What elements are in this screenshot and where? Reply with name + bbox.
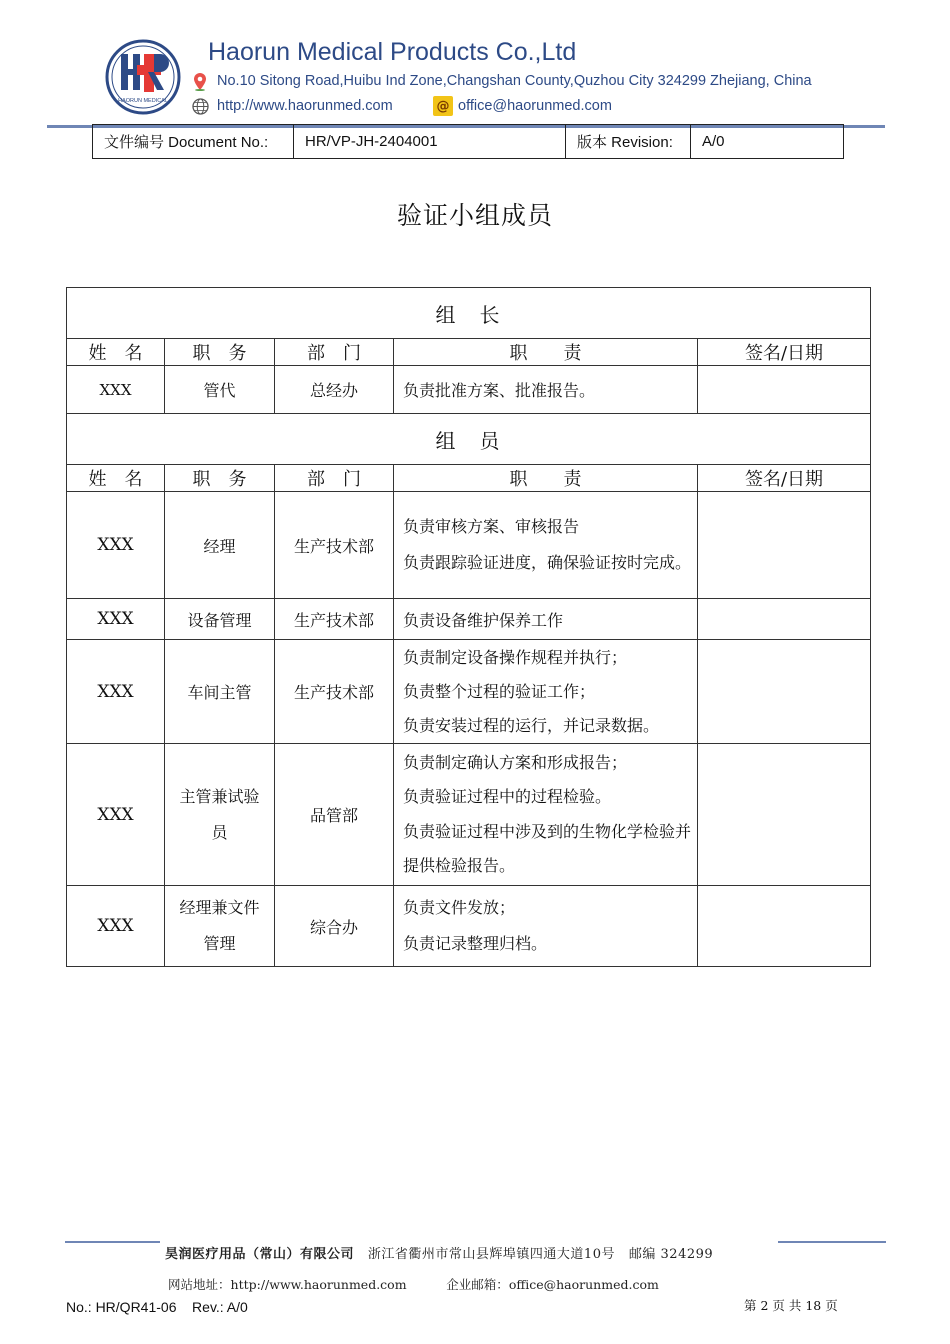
company-address: No.10 Sitong Road,Huibu Ind Zone,Changshan County,Quzhou City 324299 Zhejiang, China [217,73,812,89]
cell-department: 品管部 [275,744,394,886]
footer-form-rev: Rev.: A/0 [192,1299,248,1315]
cell-name: XXX [67,886,165,967]
duty-line: 负责整个过程的验证工作； [403,681,596,701]
doc-no-value: HR/VP-JH-2404001 [294,125,566,159]
cell-duties [394,886,698,967]
duty-line: 负责文件发放； [403,898,516,917]
page-number: 第 2 页 共 18 页 [744,1298,838,1313]
email-at-icon [433,96,453,116]
svg-text:@: @ [436,99,450,114]
page-title: 验证小组成员 [396,201,553,230]
cell-department: 生产技术部 [275,640,394,744]
cell-position: 管代 [165,366,275,414]
cell-position: 经理 [165,492,275,599]
footer-contact-line [168,1275,659,1293]
duty-line: 负责审核方案、审核报告 [403,517,580,536]
footer-company-line [165,1243,713,1262]
header-department: 部 门 [275,339,394,366]
header-name: 姓 名 [67,465,165,492]
table-row [67,744,871,886]
logo-text: HAORUN MEDICAL [118,98,168,104]
cell-duties [394,744,698,886]
cell-duties: 负责批准方案、批准报告。 [394,366,698,414]
cell-name: XXX [67,492,165,599]
table-row [67,599,871,640]
header-name: 姓 名 [67,339,165,366]
globe-icon [192,98,209,115]
cell-name: XXX [67,640,165,744]
cell-position: 经理兼文件管理 [165,886,275,967]
header-signature: 签名/日期 [698,465,871,492]
table-row [67,366,871,414]
header-duties: 职 责 [394,339,698,366]
leader-section-header: 组 长 [67,288,871,339]
cell-signature [698,599,871,640]
cell-department: 生产技术部 [275,492,394,599]
table-header-row [67,339,871,366]
footer-divider-left [65,1241,160,1243]
cell-duties: 负责设备维护保养工作 [394,599,698,640]
cell-signature [698,492,871,599]
footer-website[interactable]: http://www.haorunmed.com [230,1277,407,1292]
footer-postcode-label: 邮编 [628,1247,656,1262]
footer-form-no: No.: HR/QR41-06 [66,1299,177,1315]
cell-position: 车间主管 [165,640,275,744]
footer-email-label: 企业邮箱： [446,1277,509,1292]
cell-position: 主管兼试验员 [165,744,275,886]
duty-line: 负责跟踪验证进度，确保验证按时完成。 [403,553,692,572]
footer-postcode: 324299 [660,1247,714,1262]
footer-company-cn: 昊润医疗用品（常山）有限公司 [165,1247,355,1262]
header-signature: 签名/日期 [698,339,871,366]
cell-signature [698,744,871,886]
validation-team-table [66,287,871,967]
duty-line: 负责安装过程的运行，并记录数据。 [403,715,660,735]
company-website[interactable]: http://www.haorunmed.com [217,98,393,114]
cell-department: 生产技术部 [275,599,394,640]
doc-no-label: 文件编号 Document No.: [93,125,294,159]
cell-signature [698,886,871,967]
company-logo [104,38,182,116]
duty-line: 负责验证过程中涉及到的生物化学检验并提供检验报告。 [403,821,692,875]
duty-line: 负责记录整理归档。 [403,934,548,953]
cell-position: 设备管理 [165,599,275,640]
cell-name: XXX [67,599,165,640]
footer-form-info [66,1299,248,1315]
cell-department: 总经办 [275,366,394,414]
cell-duties [394,492,698,599]
location-pin-icon [193,73,207,91]
table-row [67,492,871,599]
header-position: 职 务 [165,465,275,492]
table-header-row [67,465,871,492]
footer-divider-right [778,1241,886,1243]
cell-name: XXX [67,366,165,414]
cell-name: XXX [67,744,165,886]
header-duties: 职 责 [394,465,698,492]
revision-label: 版本 Revision: [566,125,691,159]
footer-email[interactable]: office@haorunmed.com [508,1277,659,1292]
footer-website-label: 网站地址： [168,1277,231,1292]
cell-department: 综合办 [275,886,394,967]
duty-line: 负责制定确认方案和形成报告； [403,752,628,772]
table-row [67,886,871,967]
revision-value: A/0 [691,125,844,159]
company-email[interactable]: office@haorunmed.com [458,98,612,114]
cell-duties [394,640,698,744]
company-name: Haorun Medical Products Co.,Ltd [208,38,577,66]
document-info-table [92,124,844,159]
cell-signature [698,640,871,744]
header-position: 职 务 [165,339,275,366]
header-department: 部 门 [275,465,394,492]
duty-line: 负责制定设备操作规程并执行； [403,647,628,667]
member-section-header: 组 员 [67,414,871,465]
duty-line: 负责验证过程中的过程检验。 [403,787,612,806]
footer-address-cn: 浙江省衢州市常山县辉埠镇四通大道10号 [367,1247,615,1262]
cell-signature [698,366,871,414]
table-row [67,640,871,744]
